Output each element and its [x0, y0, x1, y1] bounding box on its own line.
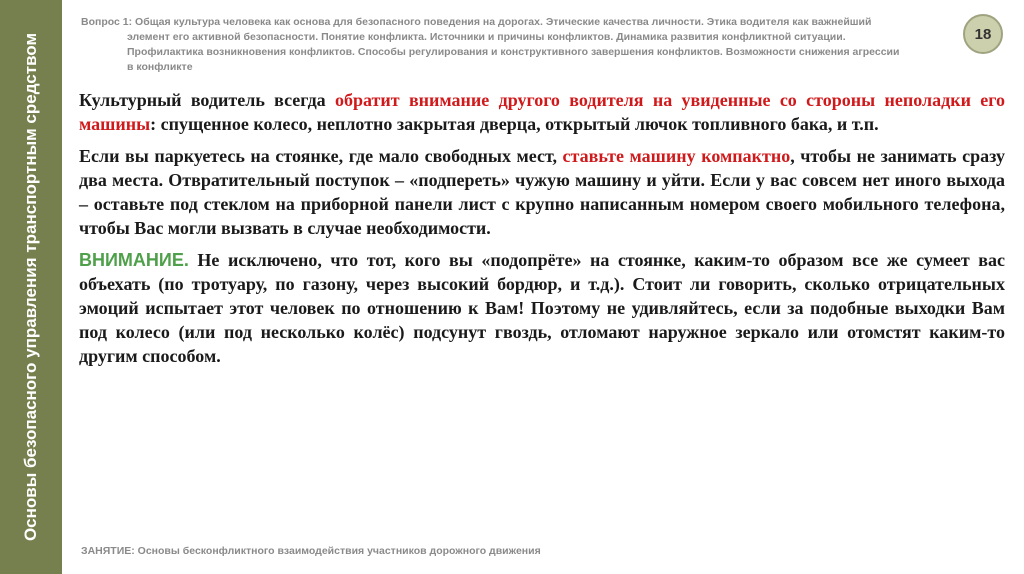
slide-body [79, 88, 1005, 376]
slide-footer: ЗАНЯТИЕ: Основы бесконфликтного взаимодействия участников дорожного движения [81, 545, 541, 557]
paragraph-2 [79, 144, 1005, 240]
slide-number: 18 [974, 25, 992, 43]
paragraph-1 [79, 88, 1005, 136]
header-line-2: элемент его активной безопасности. Понятие конфликта. Источники и причины конфликтов. Динамика развития конфликтной ситуации. [127, 31, 846, 43]
header-line-1: Вопрос 1: Общая культура человека как основа для безопасного поведения на дорогах. Этические качества личности. Этика водителя как важнейший [81, 16, 872, 28]
header-line-3: Профилактика возникновения конфликтов. Способы регулирования и конструктивного завершения конфликтов. Возможности снижения агрессии [127, 46, 900, 58]
slide-number-badge [963, 14, 1003, 54]
sidebar [0, 0, 62, 574]
header-line-4: в конфликте [127, 61, 193, 73]
paragraph-3-text: Не исключено, что тот, кого вы «подопрёте» на стоянке, каким-то образом все же сумеет вас объехать (по тротуару, по газону, через высокий бордюр, и т.д.). Стоит ли говорить, сколько отрицательных эмоций испытает этот человек по отношению к Вам! Поэтому не удивляйтесь, если за подобные выходки Вам под колесо (или под несколько колёс) подсунут гвоздь, отломают наружное зеркало или отомстят каким-то другим способом. [79, 250, 1005, 366]
paragraph-2-text-a: Если вы паркуетесь на стоянке, где мало свободных мест, [79, 146, 563, 166]
attention-label: ВНИМАНИЕ. [79, 250, 189, 270]
slide-header [81, 15, 956, 75]
paragraph-2-highlight: ставьте машину компактно [562, 146, 791, 166]
sidebar-title: Основы безопасного управления транспортным средством [21, 32, 40, 542]
paragraph-1-text-b: : спущенное колесо, неплотно закрытая дверца, открытый лючок топливного бака, и т.п. [150, 114, 879, 134]
paragraph-1-highlight: обратит внимание другого водителя на увиденные со стороны неполадки его машины [79, 90, 1005, 134]
paragraph-2-text-b: , чтобы не занимать сразу два места. Отвратительный поступок – «подпереть» чужую машину и уйти. Если у вас совсем нет иного выхода – оставьте под стеклом на приборной панели лист с крупно написанным номером своего мобильного телефона, чтобы Вас могли вызвать в случае необходимости. [79, 146, 1005, 238]
paragraph-1-text-a: Культурный водитель всегда [79, 90, 336, 110]
paragraph-3 [79, 248, 1005, 368]
